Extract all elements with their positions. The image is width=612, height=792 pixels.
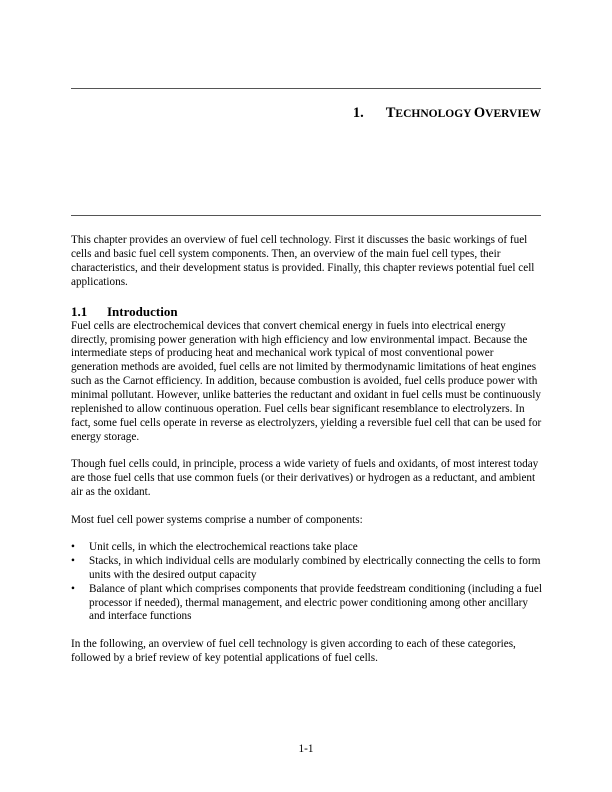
component-list <box>71 541 543 624</box>
top-rule <box>71 88 541 89</box>
section-title: Introduction <box>107 303 178 319</box>
list-item-text: Stacks, in which individual cells are modularly combined by electrically connecting the cells to form units with the desired output capacity <box>89 554 541 581</box>
bullet-icon: • <box>71 582 75 595</box>
body-paragraph: Most fuel cell power systems comprise a number of components: <box>71 513 363 526</box>
page-body <box>71 234 543 666</box>
chapter-title-part: T <box>385 105 396 121</box>
page-number: 1-1 <box>298 743 314 755</box>
chapter-heading <box>353 105 541 122</box>
body-paragraph: Though fuel cells could, in principle, process a wide variety of fuels and oxidants, of most interest today are those fuel cells that use common fuels (or their derivatives) or hydrogen as a reductant, and ambient air as the oxidant. <box>71 458 539 499</box>
chapter-title-part: O <box>473 105 486 121</box>
body-paragraph: Fuel cells are electrochemical devices that convert chemical energy in fuels into electrical energy directly, promising power generation with high efficiency and low environmental impact. Because the intermediate steps of producing heat and mechanical work typical of most conventional power generation methods are avoided, fuel cells are not limited by thermodynamic limitations of heat engines such as the Carnot efficiency. In addition, because combustion is avoided, fuel cells produce power with minimal pollutant. However, unlike batteries the reductant and oxidant in fuel cells must be continuously replenished to allow continuous operation. Fuel cells bear significant resemblance to electrolyzers. In fact, some fuel cells operate in reverse as electrolyzers, yielding a reversible fuel cell that can be used for energy storage. <box>71 319 542 443</box>
chapter-title-part: VERVIEW <box>485 108 541 120</box>
closing-paragraph: In the following, an overview of fuel cell technology is given according to each of these categories, followed by a brief review of key potential applications of fuel cells. <box>71 637 516 664</box>
list-item <box>71 541 543 555</box>
section-number: 1.1 <box>71 303 88 319</box>
chapter-number: 1. <box>352 105 364 121</box>
chapter-title-part: ECHNOLOGY <box>395 108 474 120</box>
chapter-title <box>386 105 541 121</box>
section-heading <box>71 305 543 319</box>
list-item-text: Unit cells, in which the electrochemical reactions take place <box>89 540 358 553</box>
list-item-text: Balance of plant which comprises components that provide feedstream conditioning (including a fuel processor if needed), thermal management, and electric power conditioning among other ancillary and interface functions <box>89 582 542 623</box>
list-item <box>71 555 543 583</box>
bullet-icon: • <box>71 554 75 567</box>
bottom-rule <box>71 215 541 216</box>
bullet-icon: • <box>71 540 75 553</box>
intro-paragraph: This chapter provides an overview of fuel cell technology. First it discusses the basic workings of fuel cells and basic fuel cell system components. Then, an overview of the main fuel cell types, their characteristics, and their development status is provided. Finally, this chapter reviews potential fuel cell applications. <box>71 234 535 288</box>
list-item <box>71 583 543 625</box>
